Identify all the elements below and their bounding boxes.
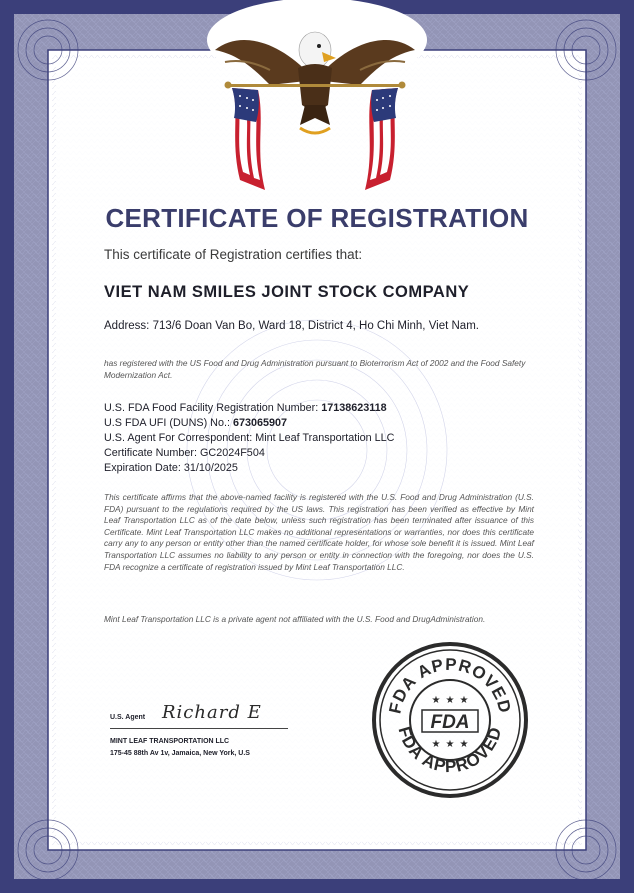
svg-text:★: ★ [445,695,455,706]
eagle-icon [210,10,420,200]
company-address: Address: 713/6 Doan Van Bo, Ward 18, District 4, Ho Chi Minh, Viet Nam. [104,320,479,332]
signature-label: U.S. Agent [110,714,146,721]
private-agent-note: Mint Leaf Transportation LLC is a private agent not affiliated with the U.S. Food and DrugAdministration. [104,614,486,624]
svg-text:★: ★ [459,695,469,706]
ufi-label: U.S FDA UFI (DUNS) No.: [104,417,230,429]
us-flag-icon [232,88,265,190]
svg-text:★: ★ [445,739,455,750]
ufi-number: 673065907 [232,417,288,429]
intro-text: This certificate of Registration certifies that: [104,247,363,262]
stamp-center-text: FDA [430,712,470,733]
certificate-number: Certificate Number: GC2024F504 [104,447,265,459]
signature-line [110,728,288,729]
agent-line: U.S. Agent For Correspondent: Mint Leaf Transportation LLC [104,432,395,444]
svg-text:FDA APPROVED [385,655,514,716]
svg-text:★: ★ [431,739,441,750]
company-name: VIET NAM SMILES JOINT STOCK COMPANY [104,283,470,301]
us-flag-icon [365,88,398,190]
facility-registration-line [104,402,387,414]
svg-text:★: ★ [459,739,469,750]
affirmation-text: This certificate affirms that the above-named facility is registered with the U.S. Food and Drug Administration (U.S. FDA) pursuant to the regulations required by the US laws. This registration has been verified as effective by Mint Leaf Transportation LLC as of the date below, unless such registration has been terminated after issuance of this Certificate. Mint Leaf Transportation LLC makes no additional representations or warranties, nor does this certificate carry any to any person or entity other than the named certificate holder, for whose sole benefit it is issued. Mint Leaf Transportation LLC assumes no liability to any person or entity in connection with the foregoing, nor does the U.S. FDA recognize a certificate of registration issued by Mint Leaf Transportation LLC. [104,492,534,572]
fda-approved-stamp [370,640,530,800]
svg-text:★: ★ [431,695,441,706]
registered-statement: has registered with the US Food and Drug Administration pursuant to Bioterrorism Act of 2002 and the Food Safety Modernization Act. [104,358,526,380]
facility-label: U.S. FDA Food Facility Registration Number: [104,402,319,414]
agent-company: MINT LEAF TRANSPORTATION LLC [110,738,230,745]
certificate-title: CERTIFICATE OF REGISTRATION [105,203,529,233]
signature: Richard E [162,702,262,723]
expiration-date: Expiration Date: 31/10/2025 [104,462,238,474]
facility-number: 17138623118 [321,402,387,414]
stamp-top-text: FDA APPROVED [385,654,515,716]
ufi-line [104,417,287,429]
agent-address: 175-45 88th Av 1v, Jamaica, New York, U.S [110,750,250,757]
stamp-bottom-text: FDA APPROVED [394,724,506,777]
